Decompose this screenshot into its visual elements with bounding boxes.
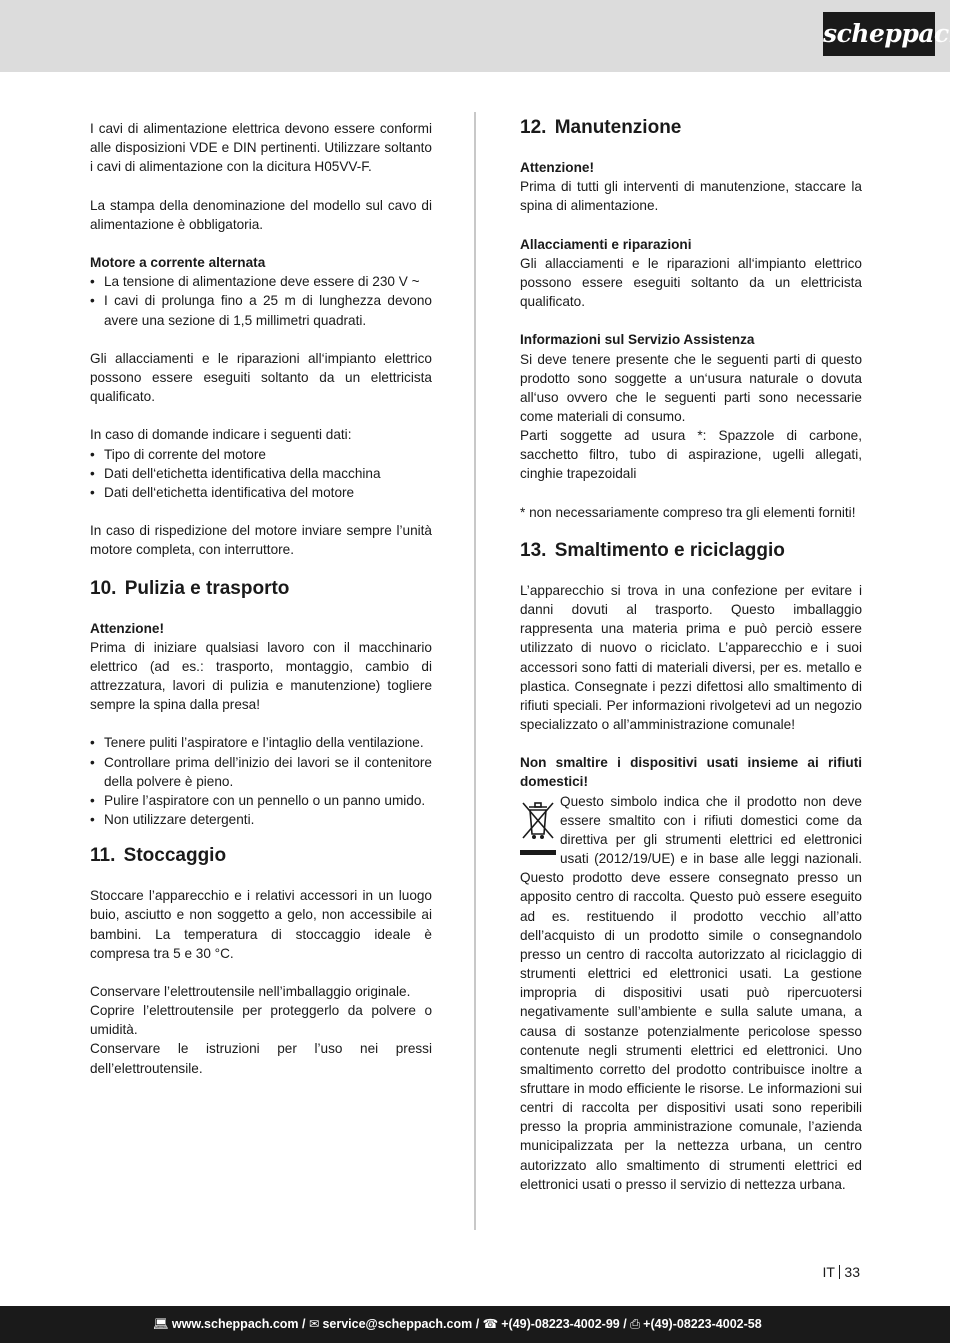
footer-contacts [153, 1306, 762, 1343]
data-list [90, 445, 432, 502]
storage-packaging-paragraph: Conservare l’elettroutensile nell’imballaggio originale. [90, 983, 411, 999]
list-item: • Tipo di corrente del motore [90, 445, 432, 464]
section-heading-12: 12. Manutenzione [520, 117, 682, 138]
section-heading-13: 13. Smaltimento e riciclaggio [520, 539, 785, 561]
weee-block [520, 792, 862, 1194]
list-item: • Tenere puliti l’aspiratore e l’intaglio della ventilazione. [90, 733, 432, 752]
questions-paragraph: In caso di domande indicare i seguenti dati: [90, 427, 352, 443]
list-item: • Non utilizzare detergenti. [90, 810, 432, 829]
list-item: • Controllare prima dell’inizio dei lavori se il contenitore della polvere è pieno. [90, 753, 432, 791]
list-item: • I cavi di prolunga fino a 25 m di lunghezza devono avere una sezione di 1,5 millimetri quadrati. [90, 291, 432, 329]
maintenance-paragraph: Prima di tutti gli interventi di manutenzione, staccare la spina di alimentazione. [520, 179, 862, 214]
attention-label: Attenzione! [90, 620, 165, 636]
page-number-value: 33 [844, 1264, 860, 1280]
phone-icon: ☎︎ [482, 1317, 499, 1331]
page-number [822, 1264, 860, 1280]
connections-paragraph: Gli allacciamenti e le riparazioni all‘impianto elettrico possono essere eseguiti soltanto da un elettricista qualificato. [520, 255, 862, 310]
cleaning-paragraph: Prima di iniziare qualsiasi lavoro con il macchinario elettrico (ad es.: trasporto, montaggio, cambio di attrezzatura, lavori di pulizia e manutenzione) togliere sempre la spina dalla presa! [90, 639, 432, 713]
model-print-paragraph: La stampa della denominazione del modello sul cavo di alimentazione è obbligatoria. [90, 197, 432, 232]
email-link[interactable]: service@scheppach.com / [322, 1317, 480, 1331]
list-item: • La tensione di alimentazione deve essere di 230 V ~ [90, 272, 432, 291]
wear-parts-paragraph: Parti soggette ad usura *: Spazzole di carbone, sacchetto filtro, tubo di aspirazione, ugelli allegati, cinghie trapezoidali [520, 428, 862, 482]
weee-heading: Non smaltire i dispositivi usati insieme ai rifiuti domestici! [520, 755, 862, 790]
computer-icon: 💻︎ [153, 1317, 169, 1331]
website-link[interactable]: www.scheppach.com / [171, 1317, 306, 1331]
shipping-paragraph: In caso di rispedizione del motore inviare sempre l’unità motore completa, con interruttore. [90, 523, 432, 558]
repair-paragraph: Gli allacciamenti e le riparazioni all‘impianto elettrico possono essere eseguiti soltanto da un elettricista qualificato. [90, 350, 432, 405]
storage-manual-paragraph: Conservare le istruzioni per l’uso nei pressi dell’elettroutensile. [90, 1041, 432, 1076]
disposal-paragraph: L’apparecchio si trova in una confezione per evitare i danni dovuti al trasporto. Questo imballaggio rappresenta una materia prima e può perciò essere utilizzato di nuovo o riciclato. L’apparecchio e i suoi accessori sono fatti di materiali diversi, per es. metallo e plastica. Consegnate i pezzi difettosi allo smaltimento di rifiuti speciali. Per informazioni rivolgetevi ad un negozio specializzato o all’amministrazione comunale! [520, 582, 862, 733]
fax-number: +(49)-08223-4002-58 [643, 1317, 762, 1331]
service-paragraph: Si deve tenere presente che le seguenti parti di questo prodotto sono soggette a un‘usura naturale o dovuta all‘uso ovvero che le seguenti parti sono necessarie come materiali di consumo. [520, 351, 862, 424]
weee-paragraph: Questo simbolo indica che il prodotto non deve essere smaltito con i rifiuti domestici come da direttiva per gli strumenti elettrici ed elettronici usati (2012/19/UE) e in base alle leggi nazionali. Questo prodotto deve essere consegnato presso un apposito centro di raccolta. Questo può essere eseguito ad es. restituendo il prodotto vecchio all’atto dell’acquisto di un prodotto simile o consegnandolo presso un centro di raccolta autorizzato al riciclaggio di strumenti elettrici ed elettronici usati. La gestione impropria di dispositivi usati può ripercuotersi negativamente sull’ambiente e sulla salute umana, a causa di sostanze potenzialmente pericolose spesso contenute negli strumenti elettrici ed elettronici. Uno smaltimento corretto del prodotto contribuisce inoltre a sfruttare in modo efficiente le risorse. Le informazioni sui centri di raccolta per dispositivi usati sono reperibili presso la propria amministrazione comunale, l’azienda municipalizzata per la nettezza urbana, un centro autorizzato allo smaltimento di strumenti elettrici ed elettronici usati o presso il servizio di nettezza urbana. [520, 793, 862, 1192]
motor-list [90, 272, 432, 329]
storage-paragraph: Stoccare l’apparecchio e i relativi accessori in un luogo buio, asciutto e non soggetto a gelo, non accessibile ai bambini. La temperatura di stoccaggio ideale è compresa tra 5 e 30 °C. [90, 888, 432, 961]
mail-icon: ✉︎ [308, 1317, 320, 1331]
wear-parts-note: * non necessariamente compreso tra gli elementi forniti! [520, 504, 856, 520]
fax-icon: ⎙ [630, 1317, 641, 1331]
column-divider [474, 112, 476, 1230]
attention-label: Attenzione! [520, 160, 595, 175]
service-heading: Informazioni sul Servizio Assistenza [520, 332, 755, 348]
list-item: • Pulire l’aspiratore con un pennello o un panno umido. [90, 791, 432, 810]
page-separator [839, 1265, 841, 1279]
list-item: • Dati dell‘etichetta identificativa del motore [90, 483, 432, 502]
storage-cover-paragraph: Coprire l’elettroutensile per proteggerlo da polvere o umidità. [90, 1003, 432, 1038]
left-column [90, 119, 432, 1078]
section-heading-11: 11. Stoccaggio [90, 845, 227, 867]
right-column [520, 116, 862, 1194]
motor-heading: Motore a corrente alternata [90, 255, 266, 271]
header-bar [0, 0, 966, 72]
brand-logo: scheppach [823, 12, 935, 56]
list-item: • Dati dell‘etichetta identificativa della macchina [90, 464, 432, 483]
section-heading-10: 10. Pulizia e trasporto [90, 577, 290, 599]
connections-heading: Allacciamenti e riparazioni [520, 236, 692, 252]
footer-bar [0, 1306, 950, 1343]
phone-number: +(49)-08223-4002-99 / [501, 1317, 627, 1331]
cleaning-list [90, 733, 432, 829]
cable-paragraph: I cavi di alimentazione elettrica devono essere conformi alle disposizioni VDE e DIN pertinenti. Utilizzare soltanto i cavi di alimentazione con la dicitura H05VV-F. [90, 121, 432, 175]
language-code: IT [822, 1264, 835, 1280]
crossed-bin-icon [520, 800, 556, 860]
